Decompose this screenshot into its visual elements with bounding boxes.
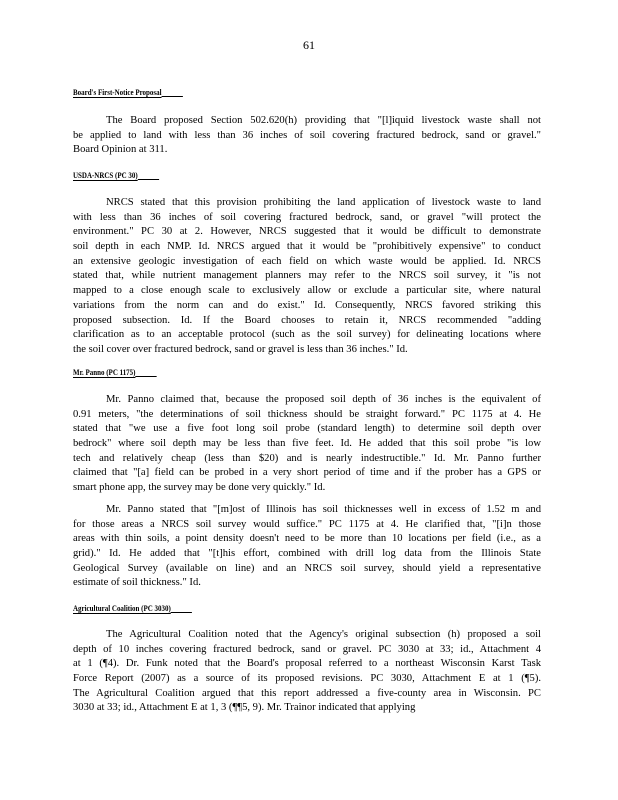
text-line: estimate of soil thickness." Id. <box>73 577 201 589</box>
text-line: claimed that "[a] field can be probed in a very short period of time and if the prober has a GPS or <box>73 467 541 479</box>
text-line: for those areas a NRCS soil survey would suffice." PC 1175 at 4. He clarified that, "[i]n those <box>73 518 541 530</box>
section-heading-boards-first-notice: Board's First-Notice Proposal <box>73 87 183 97</box>
paragraph-board-proposal <box>73 114 541 158</box>
text-line: Geological Survey (available on line) and an NRCS soil survey, should yield a representative <box>73 562 541 574</box>
text-line: Force Report (2007) as a source of its proposed revisions. PC 3030, Attachment E at 1 (¶5). <box>73 673 541 685</box>
text-line: Mr. Panno stated that "[m]ost of Illinois has soil thicknesses well in excess of 1.52 m and <box>106 504 541 515</box>
text-line: The Agricultural Coalition argued that this report addressed a five-county area in Wisconsin. PC <box>73 687 541 699</box>
text-line: environment." PC 30 at 2. However, NRCS suggested that it would be difficult to demonstrate <box>73 226 541 238</box>
text-line: depth of 10 inches covering fractured bedrock, sand or gravel. PC 3030 at 33; id., Attachment 4 <box>73 643 541 655</box>
text-line: The Board proposed Section 502.620(h) providing that "[l]iquid livestock waste shall not <box>106 115 541 126</box>
text-line: The Agricultural Coalition noted that the Agency's original subsection (h) proposed a soil <box>106 629 541 640</box>
text-line: the soil cover over fractured bedrock, sand or gravel is less than 36 inches." Id. <box>73 343 408 355</box>
text-line: tech and relatively cheap (less than $20) and is nearly indestructible." Id. Mr. Panno further <box>73 452 541 464</box>
text-line: clarification as to an acceptable protocol (such as the soil survey) for delineating locations where <box>73 329 541 341</box>
text-line: Board Opinion at 311. <box>73 144 168 156</box>
text-line: at 1 (¶4). Dr. Funk noted that the Board's proposal referred to a northeast Wisconsin Karst Task <box>73 658 541 670</box>
text-line: proposed subsection. Id. If the Board chooses to retain it, NRCS recommended "adding <box>73 314 541 326</box>
text-line: 0.91 meters, "the determinations of soil thickness should be straight forward." PC 1175 at 4. He <box>73 408 541 420</box>
text-line: areas with thin soils, a point density doesn't need to be more than 10 locations per field (i.e., as a <box>73 533 541 545</box>
text-line: stated that "we use a five foot long soil probe (standard length) to determine soil depth over <box>73 423 541 435</box>
text-line: be applied to land with less than 36 inches of soil covering fractured bedrock, sand or gravel." <box>73 129 541 141</box>
section-heading-usda-nrcs: USDA-NRCS (PC 30) <box>73 170 159 180</box>
text-line: mapped to a close enough scale to exclusively allow or exclude a particular site, where natural <box>73 285 541 297</box>
text-line: Mr. Panno claimed that, because the proposed soil depth of 36 inches is the equivalent of <box>106 394 541 405</box>
text-line: bedrock" where soil depth may be less than five feet. Id. He added that this soil probe "is low <box>73 438 541 450</box>
text-line: smart phone app, the survey may be done very quickly." Id. <box>73 482 326 494</box>
text-line: NRCS stated that this provision prohibiting the land application of livestock waste to land <box>106 197 541 208</box>
page-number: 61 <box>303 38 315 52</box>
text-line: 3030 at 33; id., Attachment E at 1, 3 (¶¶5, 9). Mr. Trainor indicated that applying <box>73 702 416 714</box>
text-line: soil depth in each NMP. Id. NRCS argued that it would be "prohibitively expensive" to conduct <box>73 241 541 253</box>
text-line: an extensive geologic investigation of each field on which waste would be applied. Id. NRCS <box>73 255 541 267</box>
paragraph-panno-2 <box>73 503 541 591</box>
section-heading-mr-panno: Mr. Panno (PC 1175) <box>73 367 157 377</box>
text-line: variations from the norm can and do exist." Id. Consequently, NRCS favored striking this <box>73 299 541 311</box>
text-line: grid)." Id. He added that "[t]his effort, combined with drill log data from the Illinois State <box>73 548 541 560</box>
section-heading-agricultural-coalition: Agricultural Coalition (PC 3030) <box>73 603 192 613</box>
text-line: with less than 36 inches of soil covering fractured bedrock, sand, or gravel "will protect the <box>73 211 541 223</box>
paragraph-panno-1 <box>73 393 541 496</box>
paragraph-agricultural-coalition <box>73 628 541 716</box>
text-line: stated that, while nutrient management planners may refer to the NRCS soil survey, it "is not <box>73 270 541 282</box>
paragraph-nrcs <box>73 196 541 358</box>
